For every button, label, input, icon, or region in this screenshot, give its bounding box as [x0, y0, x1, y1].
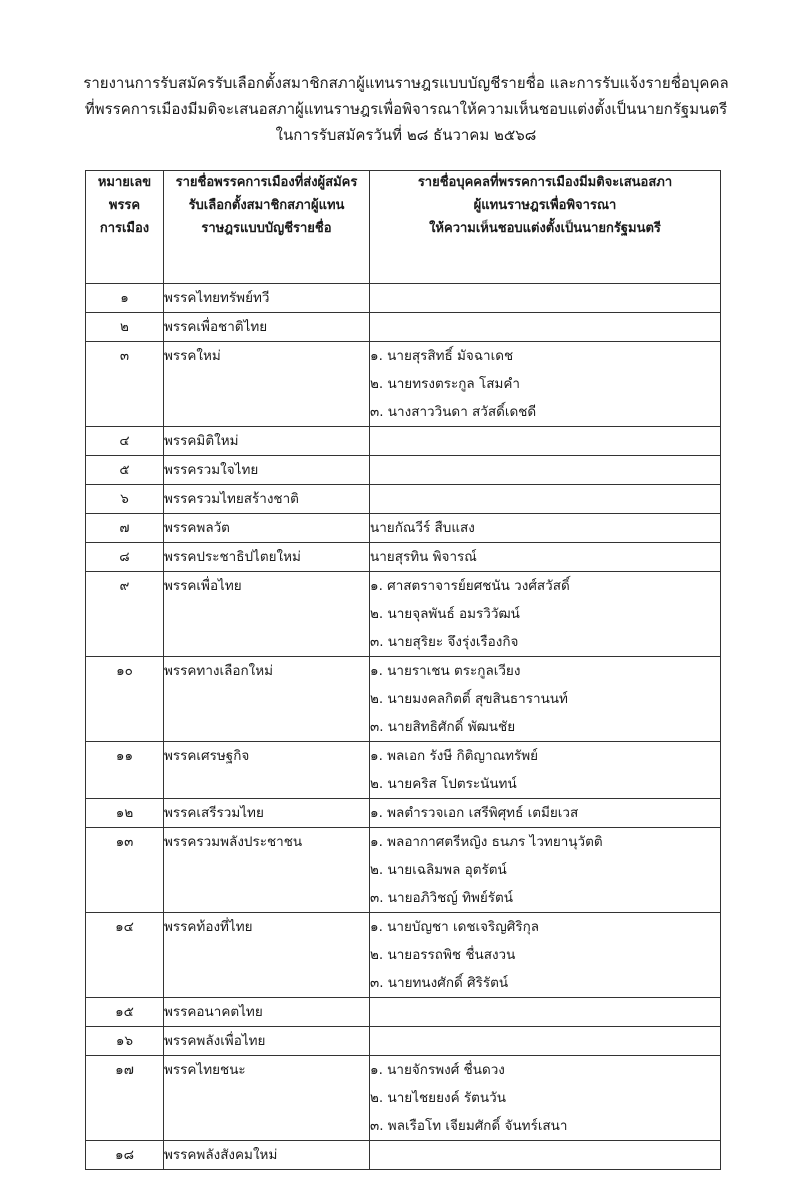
candidate-name: ๑. นายสุรสิทธิ์ มัจฉาเดช — [370, 348, 514, 364]
candidate-name: ๑. ศาสตราจารย์ยศชนัน วงศ์สวัสดิ์ — [370, 578, 570, 594]
candidate-list — [370, 572, 721, 657]
header-party-line: รับเลือกตั้งสมาชิกสภาผู้แทน — [188, 198, 345, 213]
candidate-name: นายกัณวีร์ สืบแสง — [370, 520, 475, 536]
party-number: ๘ — [86, 543, 164, 572]
header-candidates — [370, 171, 721, 284]
party-number: ๑๑ — [86, 742, 164, 799]
document-title — [40, 70, 772, 148]
party-number: ๑๓ — [86, 828, 164, 913]
party-name: พรรคไทยชนะ — [164, 1056, 370, 1141]
candidate-list — [370, 828, 721, 913]
candidate-name: ๑. นายบัญชา เดชเจริญศิริกุล — [370, 919, 540, 935]
party-name: พรรคทางเลือกใหม่ — [164, 657, 370, 742]
party-number: ๑๗ — [86, 1056, 164, 1141]
candidate-name: ๒. นายไชยยงค์ รัตนวัน — [370, 1090, 506, 1106]
candidate-name: ๒. นายมงคลกิตติ์ สุขสินธารานนท์ — [370, 691, 568, 707]
header-party — [164, 171, 370, 284]
candidate-list — [370, 1056, 721, 1141]
candidate-list — [370, 485, 721, 514]
table-row — [86, 998, 721, 1027]
party-name: พรรคพลังเพื่อไทย — [164, 1027, 370, 1056]
header-candidates-line: ผู้แทนราษฎรเพื่อพิจารณา — [473, 198, 617, 213]
table-row — [86, 657, 721, 742]
header-candidates-line: รายชื่อบุคคลที่พรรคการเมืองมีมติจะเสนอสภา — [417, 175, 673, 190]
table-row — [86, 799, 721, 828]
header-number-line: พรรค — [108, 198, 141, 213]
party-name: พรรครวมใจไทย — [164, 456, 370, 485]
candidate-name: ๒. นายอรรถพิช ชื่นสงวน — [370, 947, 516, 963]
header-number-line: การเมือง — [99, 221, 150, 236]
candidate-list — [370, 427, 721, 456]
title-line-1: รายงานการรับสมัครรับเลือกตั้งสมาชิกสภาผู้แทนราษฎรแบบบัญชีรายชื่อ และการรับแจ้งรายชื่อบุคคล — [83, 74, 729, 92]
table-row — [86, 1056, 721, 1141]
party-number: ๙ — [86, 572, 164, 657]
candidate-list — [370, 742, 721, 799]
party-number: ๑๔ — [86, 913, 164, 998]
party-number: ๓ — [86, 342, 164, 427]
candidate-list — [370, 1141, 721, 1170]
party-name: พรรคท้องที่ไทย — [164, 913, 370, 998]
party-name: พรรคเศรษฐกิจ — [164, 742, 370, 799]
candidate-list — [370, 543, 721, 572]
table-row — [86, 485, 721, 514]
candidate-name: ๓. พลเรือโท เจียมศักดิ์ จันทร์เสนา — [370, 1118, 568, 1134]
party-number: ๑๐ — [86, 657, 164, 742]
party-table — [85, 170, 721, 1170]
title-line-2: ที่พรรคการเมืองมีมติจะเสนอสภาผู้แทนราษฎรเพื่อพิจารณาให้ความเห็นชอบแต่งตั้งเป็นนายกรัฐมนตรี — [84, 100, 728, 118]
candidate-name: ๒. นายเฉลิมพล อุตรัตน์ — [370, 862, 507, 878]
candidate-name: นายสุรทิน พิจารณ์ — [370, 549, 477, 565]
party-name: พรรคพลวัต — [164, 514, 370, 543]
candidate-name: ๑. พลเอก รังษี กิติญาณทรัพย์ — [370, 748, 539, 764]
party-name: พรรครวมพลังประชาชน — [164, 828, 370, 913]
party-number: ๑๖ — [86, 1027, 164, 1056]
table-header-row — [86, 171, 721, 284]
table-row — [86, 313, 721, 342]
table-row — [86, 284, 721, 313]
candidate-name: ๑. นายราเชน ตระกูลเวียง — [370, 663, 521, 679]
candidate-name: ๒. นายจุลพันธ์ อมรวิวัฒน์ — [370, 606, 520, 622]
candidate-name: ๒. นายคริส โปตระนันทน์ — [370, 776, 517, 792]
candidate-name: ๑. นายจักรพงศ์ ชื่นดวง — [370, 1062, 505, 1078]
party-number: ๖ — [86, 485, 164, 514]
party-number: ๑๒ — [86, 799, 164, 828]
table-row — [86, 572, 721, 657]
party-name: พรรคเสรีรวมไทย — [164, 799, 370, 828]
party-name: พรรคพลังสังคมใหม่ — [164, 1141, 370, 1170]
header-number-line: หมายเลข — [97, 175, 152, 190]
party-name: พรรคไทยทรัพย์ทวี — [164, 284, 370, 313]
party-number: ๑ — [86, 284, 164, 313]
candidate-list — [370, 514, 721, 543]
table-row — [86, 342, 721, 427]
party-number: ๒ — [86, 313, 164, 342]
party-number: ๑๘ — [86, 1141, 164, 1170]
party-name: พรรคอนาคตไทย — [164, 998, 370, 1027]
party-name: พรรคใหม่ — [164, 342, 370, 427]
party-number: ๑๕ — [86, 998, 164, 1027]
party-number: ๕ — [86, 456, 164, 485]
table-body — [86, 284, 721, 1170]
candidate-list — [370, 913, 721, 998]
header-party-line: รายชื่อพรรคการเมืองที่ส่งผู้สมัคร — [175, 175, 358, 190]
candidate-list — [370, 456, 721, 485]
title-line-3: ในการรับสมัครวันที่ ๒๘ ธันวาคม ๒๕๖๘ — [275, 126, 537, 144]
party-name: พรรคประชาธิปไตยใหม่ — [164, 543, 370, 572]
candidate-list — [370, 799, 721, 828]
candidate-list — [370, 342, 721, 427]
candidate-list — [370, 998, 721, 1027]
candidate-name: ๓. นายอภิวิชญ์ ทิพย์รัตน์ — [370, 890, 514, 906]
candidate-list — [370, 657, 721, 742]
candidate-name: ๓. นายสิทธิศักดิ์ พัฒนชัย — [370, 719, 516, 735]
table-row — [86, 742, 721, 799]
candidate-name: ๒. นายทรงตระกูล โสมคำ — [370, 376, 520, 392]
header-candidates-line: ให้ความเห็นชอบแต่งตั้งเป็นนายกรัฐมนตรี — [429, 221, 661, 236]
table-row — [86, 913, 721, 998]
table-row — [86, 456, 721, 485]
table-row — [86, 1027, 721, 1056]
candidate-name: ๑. พลอากาศตรีหญิง ธนภร ไวทยานุวัตติ — [370, 834, 603, 850]
party-name: พรรครวมไทยสร้างชาติ — [164, 485, 370, 514]
candidate-list — [370, 284, 721, 313]
candidate-list — [370, 313, 721, 342]
table-row — [86, 543, 721, 572]
candidate-list — [370, 1027, 721, 1056]
table-row — [86, 427, 721, 456]
table-row — [86, 828, 721, 913]
party-name: พรรคมิติใหม่ — [164, 427, 370, 456]
header-party-line: ราษฎรแบบบัญชีรายชื่อ — [201, 221, 332, 236]
candidate-name: ๓. นายสุริยะ จึงรุ่งเรืองกิจ — [370, 634, 519, 650]
candidate-name: ๑. พลตำรวจเอก เสรีพิศุทธ์ เตมียเวส — [370, 805, 579, 821]
table-row — [86, 514, 721, 543]
header-number — [86, 171, 164, 284]
party-number: ๗ — [86, 514, 164, 543]
candidate-name: ๓. นายทนงศักดิ์ ศิริรัตน์ — [370, 975, 509, 991]
party-name: พรรคเพื่อชาติไทย — [164, 313, 370, 342]
table-row — [86, 1141, 721, 1170]
party-number: ๔ — [86, 427, 164, 456]
candidate-name: ๓. นางสาววินดา สวัสดิ์เดชดี — [370, 404, 537, 420]
party-name: พรรคเพื่อไทย — [164, 572, 370, 657]
